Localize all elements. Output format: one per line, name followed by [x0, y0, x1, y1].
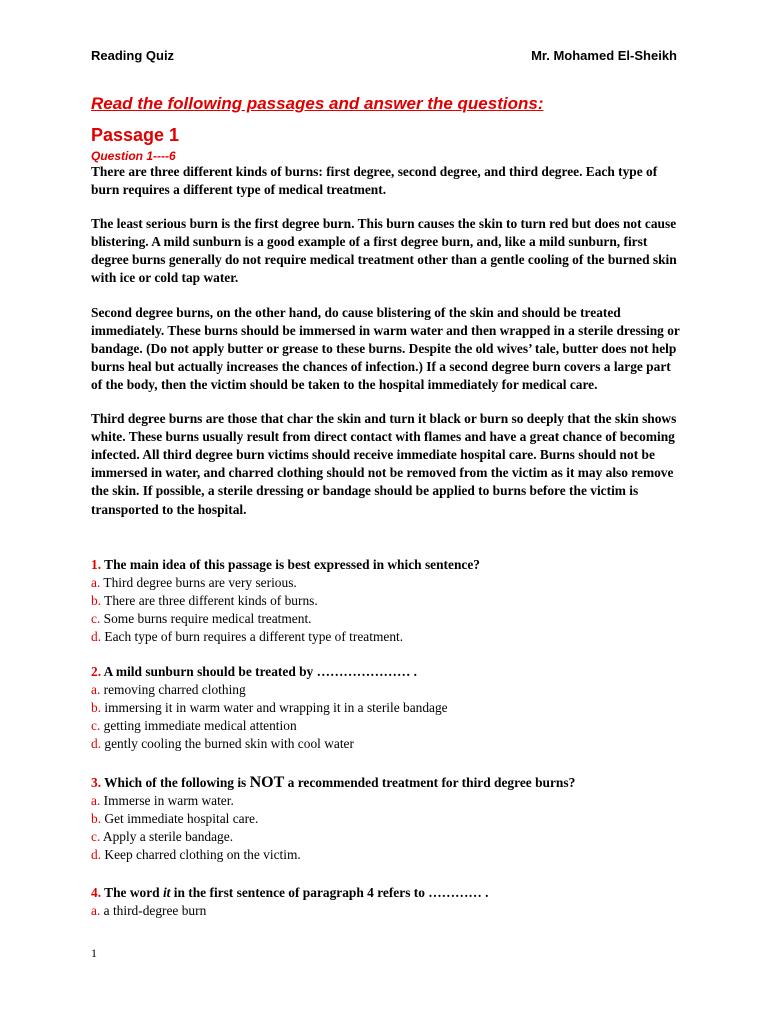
instruction-heading: Read the following passages and answer the questions: — [91, 94, 544, 113]
question-text-end: in the first sentence of paragraph 4 refers to ………… . — [173, 885, 489, 900]
option-letter: d. — [91, 736, 102, 752]
option-letter: b. — [91, 700, 102, 716]
answer-option[interactable] — [91, 681, 691, 699]
passage-body — [91, 163, 681, 535]
answer-option[interactable] — [91, 846, 691, 864]
question-stem — [91, 774, 691, 792]
answer-option[interactable] — [91, 628, 691, 646]
question-number: 4. — [91, 885, 102, 900]
question-emphasis: it — [162, 885, 171, 900]
question-4 — [91, 884, 691, 920]
answer-option[interactable] — [91, 592, 691, 610]
question-text-end: a recommended treatment for third degree burns? — [287, 775, 576, 790]
answer-option[interactable] — [91, 610, 691, 628]
option-letter: c. — [91, 829, 101, 845]
passage-paragraph-1: There are three different kinds of burns: first degree, second degree, and third degree. Each type of burn requires a different type of medical treatment. — [91, 164, 658, 198]
option-text: There are three different kinds of burns. — [104, 593, 318, 609]
option-letter: d. — [91, 847, 102, 863]
answer-option[interactable] — [91, 699, 691, 717]
question-stem — [91, 884, 691, 902]
option-text: Apply a sterile bandage. — [102, 829, 234, 845]
question-stem — [91, 663, 691, 681]
option-letter: d. — [91, 629, 102, 645]
option-text: Get immediate hospital care. — [104, 811, 259, 827]
option-text: Immerse in warm water. — [103, 793, 234, 809]
question-2 — [91, 663, 691, 753]
question-range: Question 1----6 — [91, 149, 176, 163]
option-letter: b. — [91, 593, 102, 609]
passage-paragraph-2: The least serious burn is the first degree burn. This burn causes the skin to turn red but does not cause blistering. A mild sunburn is a good example of a first degree burn, and, like a mild sunburn, first degree burns generally do not require medical treatment other than a gentle cooling of the burned skin with ice or cold tap water. — [91, 216, 677, 286]
option-text: getting immediate medical attention — [103, 718, 297, 734]
answer-option[interactable] — [91, 717, 691, 735]
question-number: 2. — [91, 664, 102, 679]
option-letter: a. — [91, 682, 101, 698]
answer-option[interactable] — [91, 828, 691, 846]
question-text: The main idea of this passage is best expressed in which sentence? — [104, 557, 480, 572]
question-text: A mild sunburn should be treated by ………………… . — [103, 664, 418, 679]
option-text: Keep charred clothing on the victim. — [104, 847, 301, 863]
passage-paragraph-4: Third degree burns are those that char the skin and turn it black or burn so deeply that the skin shows white. These burns usually result from direct contact with flames and have a great chance of becoming infected. All third degree burn victims should receive immediate hospital care. Burns should not be immersed in water, and charred clothing should not be removed from the victim as it may also remove the skin. If possible, a sterile dressing or bandage should be applied to burns before the victim is transported to the hospital. — [91, 411, 677, 517]
passage-paragraph-3: Second degree burns, on the other hand, do cause blistering of the skin and should be treated immediately. These burns should be immersed in warm water and then wrapped in a sterile dressing or bandage. (Do not apply butter or grease to these burns. Despite the old wives’ tale, butter does not help burns heal but actually increases the chances of infection.) If a second degree burn covers a large part of the body, then the victim should be taken to the hospital immediately for medical care. — [91, 304, 680, 392]
answer-option[interactable] — [91, 735, 691, 753]
option-text: a third-degree burn — [103, 903, 207, 919]
question-stem — [91, 556, 691, 574]
answer-option[interactable] — [91, 810, 691, 828]
question-text: The word — [104, 885, 160, 900]
answer-option[interactable] — [91, 902, 691, 920]
question-1 — [91, 556, 691, 646]
question-emphasis: NOT — [249, 774, 285, 791]
answer-option[interactable] — [91, 574, 691, 592]
question-number: 3. — [91, 775, 102, 790]
option-letter: c. — [91, 718, 101, 734]
option-letter: a. — [91, 575, 101, 591]
option-text: gently cooling the burned skin with cool water — [104, 736, 354, 752]
option-text: Third degree burns are very serious. — [103, 575, 297, 591]
question-number: 1. — [91, 557, 102, 572]
page-number: 1 — [91, 946, 97, 960]
header-author: Mr. Mohamed El-Sheikh — [531, 48, 677, 63]
option-letter: a. — [91, 793, 101, 809]
option-text: immersing it in warm water and wrapping it in a sterile bandage — [104, 700, 448, 716]
passage-title: Passage 1 — [91, 125, 180, 145]
option-letter: c. — [91, 611, 101, 627]
option-text: removing charred clothing — [103, 682, 246, 698]
option-letter: a. — [91, 903, 101, 919]
option-text: Each type of burn requires a different type of treatment. — [104, 629, 404, 645]
option-text: Some burns require medical treatment. — [103, 611, 312, 627]
question-text: Which of the following is — [104, 775, 247, 790]
header-title: Reading Quiz — [91, 48, 175, 63]
option-letter: b. — [91, 811, 102, 827]
answer-option[interactable] — [91, 792, 691, 810]
question-3 — [91, 774, 691, 864]
